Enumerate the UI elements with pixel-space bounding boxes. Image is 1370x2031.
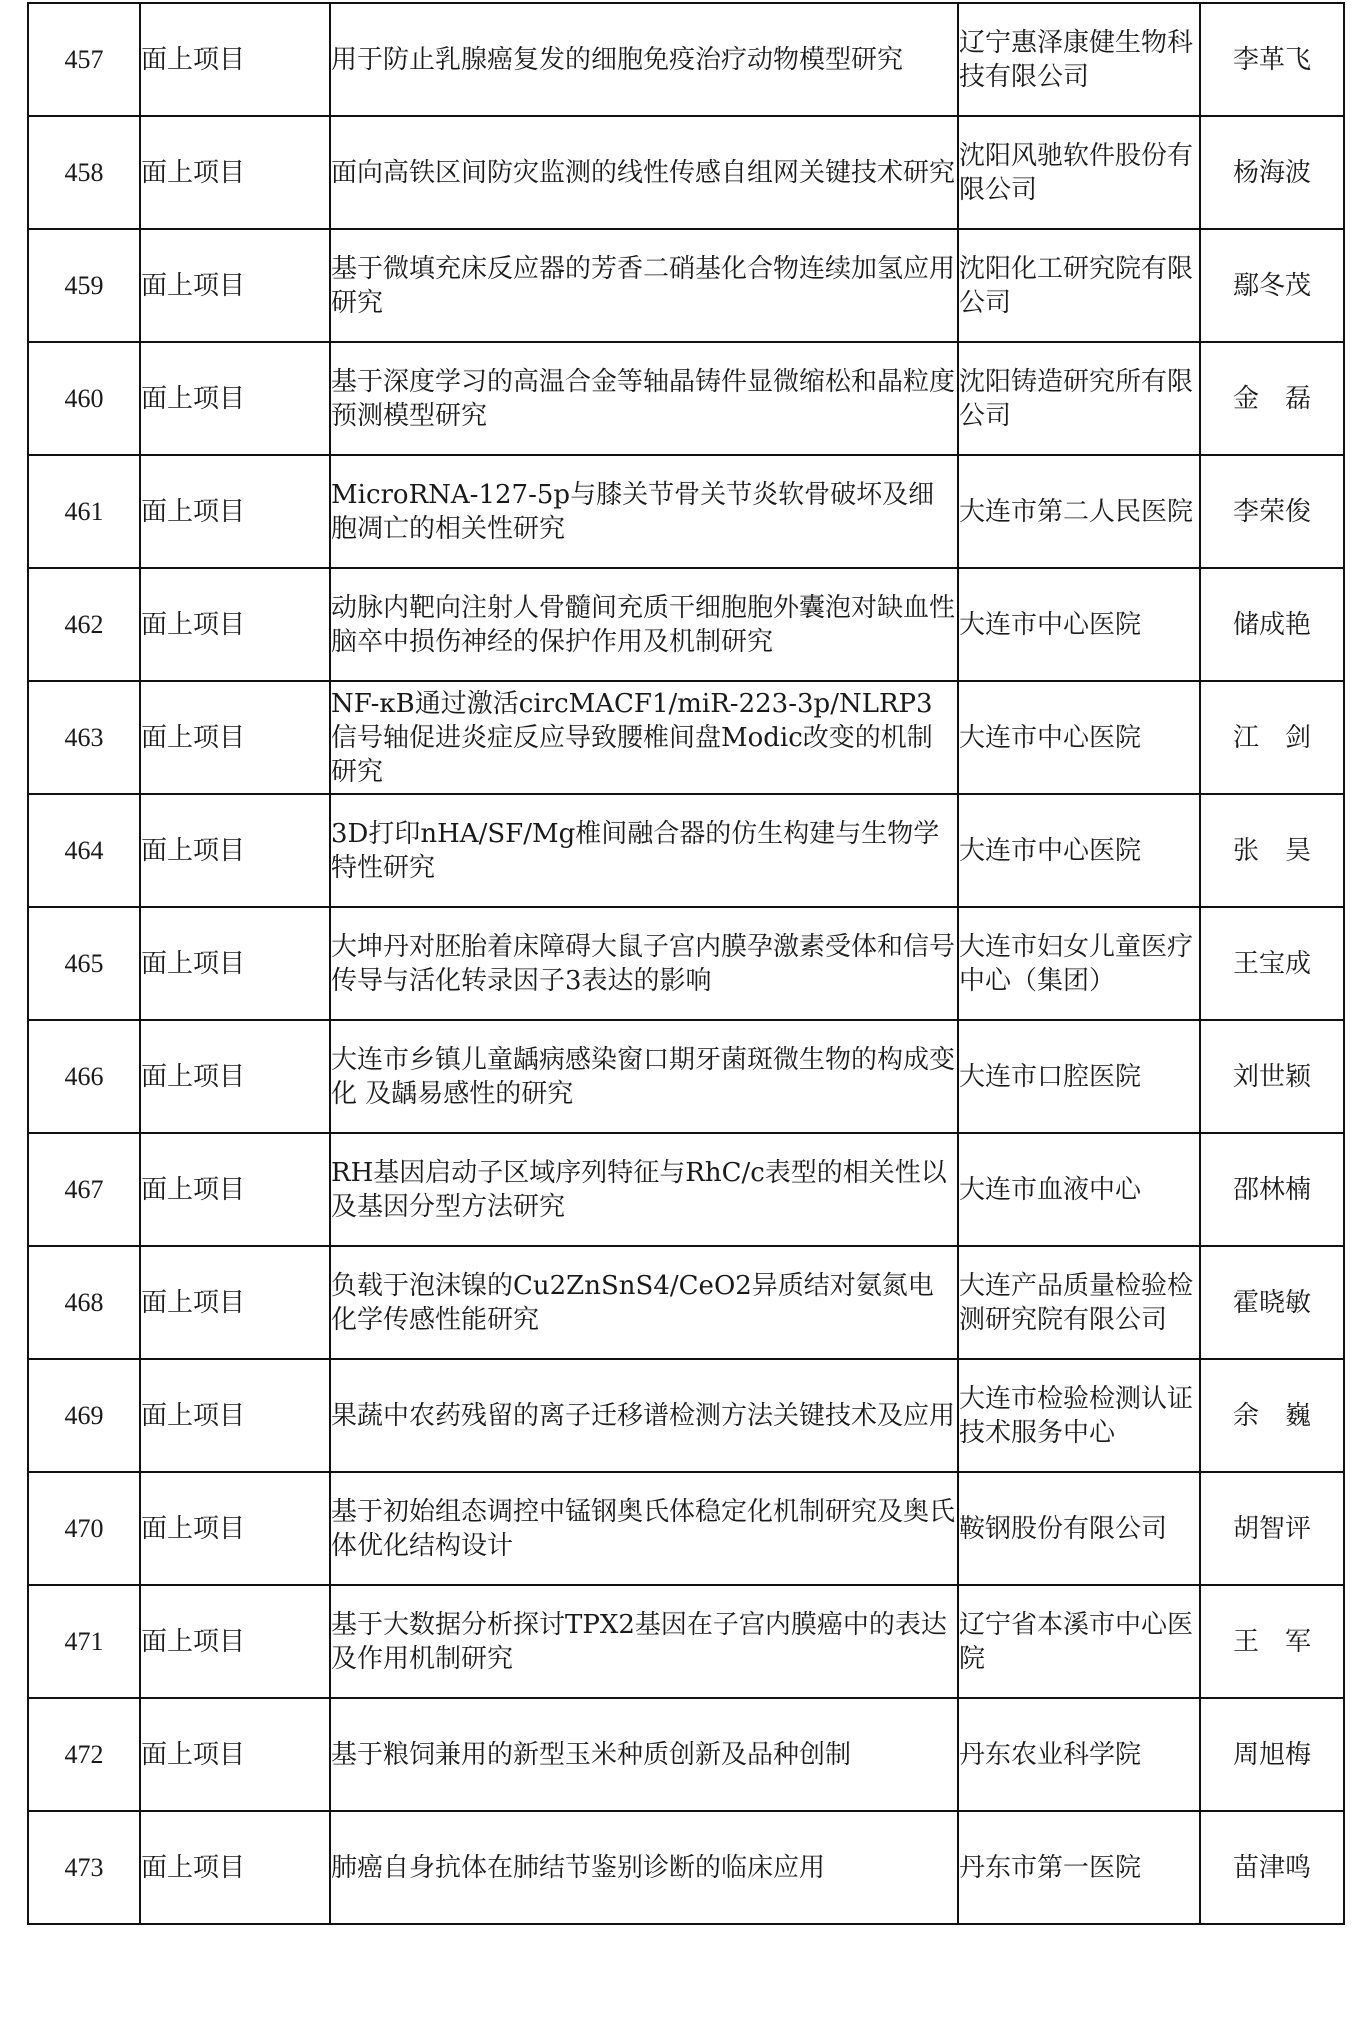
project-title-cell <box>330 342 958 455</box>
project-type: 面上项目 <box>141 496 246 527</box>
table-row <box>28 1359 1344 1472</box>
organization: 辽宁省本溪市中心医院 <box>959 1609 1194 1674</box>
principal-investigator-cell <box>1200 1585 1344 1698</box>
principal-investigator: 胡智评 <box>1232 1513 1311 1544</box>
principal-investigator: 储成艳 <box>1232 609 1311 640</box>
project-number: 468 <box>64 1287 104 1317</box>
organization: 辽宁惠泽康健生物科技有限公司 <box>959 27 1194 92</box>
project-type: 面上项目 <box>141 1061 246 1092</box>
table-row <box>28 1698 1344 1811</box>
table-row <box>28 681 1344 794</box>
project-number: 473 <box>64 1852 104 1882</box>
organization: 沈阳铸造研究所有限公司 <box>959 366 1194 431</box>
principal-investigator-cell <box>1200 342 1344 455</box>
project-type-cell <box>140 1698 330 1811</box>
table-row <box>28 568 1344 681</box>
project-title: 基于微填充床反应器的芳香二硝基化合物连续加氢应用研究 <box>331 253 956 318</box>
principal-investigator-cell <box>1200 1020 1344 1133</box>
project-type-cell <box>140 907 330 1020</box>
project-type: 面上项目 <box>141 383 246 414</box>
project-type-cell <box>140 1585 330 1698</box>
principal-investigator-cell <box>1200 455 1344 568</box>
project-number: 457 <box>64 44 104 74</box>
table-row <box>28 1811 1344 1924</box>
organization: 大连产品质量检验检测研究院有限公司 <box>959 1270 1194 1335</box>
principal-investigator-cell <box>1200 1246 1344 1359</box>
organization: 丹东市第一医院 <box>959 1852 1142 1883</box>
project-number: 459 <box>64 270 104 300</box>
project-number-cell <box>28 455 140 568</box>
project-number-cell <box>28 1246 140 1359</box>
project-number-cell <box>28 1585 140 1698</box>
principal-investigator: 霍晓敏 <box>1232 1287 1311 1318</box>
project-number-cell <box>28 342 140 455</box>
table-row <box>28 455 1344 568</box>
project-title: 基于大数据分析探讨TPX2基因在子宫内膜癌中的表达及作用机制研究 <box>331 1609 947 1674</box>
project-title: 负载于泡沫镍的Cu2ZnSnS4/CeO2异质结对氨氮电化学传感性能研究 <box>331 1270 934 1335</box>
organization-cell <box>958 794 1200 907</box>
organization: 大连市中心医院 <box>959 835 1142 866</box>
principal-investigator: 邵林楠 <box>1232 1174 1311 1205</box>
project-type-cell <box>140 568 330 681</box>
project-title-cell <box>330 455 958 568</box>
project-title: MicroRNA-127-5p与膝关节骨关节炎软骨破坏及细胞凋亡的相关性研究 <box>331 479 935 544</box>
principal-investigator: 余 巍 <box>1232 1400 1311 1431</box>
project-type-cell <box>140 116 330 229</box>
project-title-cell <box>330 1698 958 1811</box>
table-row <box>28 1585 1344 1698</box>
organization: 大连市口腔医院 <box>959 1061 1142 1092</box>
project-table-body <box>28 3 1344 1924</box>
principal-investigator-cell <box>1200 1811 1344 1924</box>
project-type: 面上项目 <box>141 1626 246 1657</box>
project-title-cell <box>330 907 958 1020</box>
project-number-cell <box>28 907 140 1020</box>
project-title: 基于粮饲兼用的新型玉米种质创新及品种创制 <box>331 1739 852 1770</box>
table-row <box>28 1133 1344 1246</box>
project-type-cell <box>140 229 330 342</box>
principal-investigator: 李革飞 <box>1232 44 1311 75</box>
organization-cell <box>958 568 1200 681</box>
project-type: 面上项目 <box>141 1174 246 1205</box>
project-type-cell <box>140 681 330 794</box>
table-row <box>28 1020 1344 1133</box>
project-title-cell <box>330 229 958 342</box>
project-type: 面上项目 <box>141 948 246 979</box>
project-number: 465 <box>64 948 104 978</box>
organization: 大连市第二人民医院 <box>959 496 1194 527</box>
project-title-cell <box>330 794 958 907</box>
project-title-cell <box>330 1133 958 1246</box>
project-type-cell <box>140 455 330 568</box>
project-number-cell <box>28 1359 140 1472</box>
principal-investigator: 江 剑 <box>1232 722 1311 753</box>
project-title: RH基因启动子区域序列特征与RhC/c表型的相关性以及基因分型方法研究 <box>331 1157 947 1222</box>
project-number: 464 <box>64 835 104 865</box>
project-title: NF-κB通过激活circMACF1/miR-223-3p/NLRP3信号轴促进炎症反应导致腰椎间盘Modic改变的机制研究 <box>331 688 933 787</box>
principal-investigator: 李荣俊 <box>1232 496 1311 527</box>
project-number: 472 <box>64 1739 104 1769</box>
project-number-cell <box>28 116 140 229</box>
table-row <box>28 116 1344 229</box>
principal-investigator: 苗津鸣 <box>1232 1852 1311 1883</box>
project-type-cell <box>140 1359 330 1472</box>
project-title: 肺癌自身抗体在肺结节鉴别诊断的临床应用 <box>331 1852 826 1883</box>
project-number-cell <box>28 794 140 907</box>
organization-cell <box>958 1585 1200 1698</box>
principal-investigator-cell <box>1200 1133 1344 1246</box>
project-type-cell <box>140 794 330 907</box>
project-title-cell <box>330 3 958 116</box>
organization: 大连市检验检测认证技术服务中心 <box>959 1383 1194 1448</box>
principal-investigator: 周旭梅 <box>1232 1739 1311 1770</box>
principal-investigator-cell <box>1200 3 1344 116</box>
organization-cell <box>958 1246 1200 1359</box>
table-row <box>28 1246 1344 1359</box>
table-row <box>28 3 1344 116</box>
organization: 大连市血液中心 <box>959 1174 1142 1205</box>
project-number: 458 <box>64 157 104 187</box>
project-type: 面上项目 <box>141 1852 246 1883</box>
principal-investigator-cell <box>1200 229 1344 342</box>
project-number: 470 <box>64 1513 104 1543</box>
project-number-cell <box>28 1133 140 1246</box>
principal-investigator: 金 磊 <box>1232 383 1311 414</box>
project-number-cell <box>28 1020 140 1133</box>
project-number: 461 <box>64 496 104 526</box>
organization: 丹东农业科学院 <box>959 1739 1142 1770</box>
organization-cell <box>958 1472 1200 1585</box>
organization-cell <box>958 455 1200 568</box>
project-number-cell <box>28 568 140 681</box>
project-title: 基于深度学习的高温合金等轴晶铸件显微缩松和晶粒度预测模型研究 <box>331 366 956 431</box>
project-type: 面上项目 <box>141 270 246 301</box>
project-title-cell <box>330 116 958 229</box>
principal-investigator-cell <box>1200 794 1344 907</box>
principal-investigator-cell <box>1200 907 1344 1020</box>
project-title-cell <box>330 568 958 681</box>
project-number: 467 <box>64 1174 104 1204</box>
principal-investigator: 鄢冬茂 <box>1232 270 1311 301</box>
organization-cell <box>958 1811 1200 1924</box>
project-number-cell <box>28 1698 140 1811</box>
project-title: 动脉内靶向注射人骨髓间充质干细胞胞外囊泡对缺血性脑卒中损伤神经的保护作用及机制研究 <box>331 592 956 657</box>
project-title: 基于初始组态调控中锰钢奥氏体稳定化机制研究及奥氏体优化结构设计 <box>331 1496 956 1561</box>
organization-cell <box>958 1020 1200 1133</box>
principal-investigator: 杨海波 <box>1232 157 1311 188</box>
project-title: 用于防止乳腺癌复发的细胞免疫治疗动物模型研究 <box>331 44 904 75</box>
project-number: 462 <box>64 609 104 639</box>
project-type: 面上项目 <box>141 1513 246 1544</box>
project-number: 460 <box>64 383 104 413</box>
principal-investigator: 张 昊 <box>1232 835 1311 866</box>
organization-cell <box>958 3 1200 116</box>
organization: 大连市中心医院 <box>959 722 1142 753</box>
project-title-cell <box>330 681 958 794</box>
organization: 大连市中心医院 <box>959 609 1142 640</box>
organization-cell <box>958 907 1200 1020</box>
project-type: 面上项目 <box>141 609 246 640</box>
table-row <box>28 342 1344 455</box>
project-title-cell <box>330 1811 958 1924</box>
project-title-cell <box>330 1472 958 1585</box>
project-title: 面向高铁区间防灾监测的线性传感自组网关键技术研究 <box>331 157 956 188</box>
principal-investigator-cell <box>1200 1359 1344 1472</box>
organization-cell <box>958 1359 1200 1472</box>
project-title: 3D打印nHA/SF/Mg椎间融合器的仿生构建与生物学特性研究 <box>331 818 940 883</box>
project-number-cell <box>28 1811 140 1924</box>
principal-investigator-cell <box>1200 116 1344 229</box>
project-title-cell <box>330 1246 958 1359</box>
project-type: 面上项目 <box>141 157 246 188</box>
table-row <box>28 794 1344 907</box>
organization-cell <box>958 681 1200 794</box>
project-title: 大连市乡镇儿童龋病感染窗口期牙菌斑微生物的构成变化 及龋易感性的研究 <box>331 1044 956 1109</box>
principal-investigator: 刘世颖 <box>1232 1061 1311 1092</box>
organization-cell <box>958 1698 1200 1811</box>
project-type-cell <box>140 1472 330 1585</box>
organization-cell <box>958 229 1200 342</box>
principal-investigator-cell <box>1200 681 1344 794</box>
project-type: 面上项目 <box>141 1400 246 1431</box>
project-number-cell <box>28 1472 140 1585</box>
project-number: 463 <box>64 722 104 752</box>
project-title: 果蔬中农药残留的离子迁移谱检测方法关键技术及应用 <box>331 1400 956 1431</box>
project-title-cell <box>330 1020 958 1133</box>
organization: 沈阳化工研究院有限公司 <box>959 253 1194 318</box>
principal-investigator-cell <box>1200 1472 1344 1585</box>
organization: 鞍钢股份有限公司 <box>959 1513 1168 1544</box>
project-number: 471 <box>64 1626 104 1656</box>
project-type: 面上项目 <box>141 722 246 753</box>
project-type: 面上项目 <box>141 835 246 866</box>
project-title: 大坤丹对胚胎着床障碍大鼠子宫内膜孕激素受体和信号传导与活化转录因子3表达的影响 <box>331 931 956 996</box>
project-type: 面上项目 <box>141 1739 246 1770</box>
organization-cell <box>958 1133 1200 1246</box>
organization: 沈阳风驰软件股份有限公司 <box>959 140 1194 205</box>
organization-cell <box>958 116 1200 229</box>
project-number: 469 <box>64 1400 104 1430</box>
project-number-cell <box>28 3 140 116</box>
project-type-cell <box>140 1811 330 1924</box>
organization-cell <box>958 342 1200 455</box>
table-row <box>28 229 1344 342</box>
project-type-cell <box>140 1020 330 1133</box>
table-row <box>28 1472 1344 1585</box>
project-type-cell <box>140 3 330 116</box>
project-type-cell <box>140 342 330 455</box>
principal-investigator: 王宝成 <box>1232 948 1311 979</box>
project-number: 466 <box>64 1061 104 1091</box>
project-title-cell <box>330 1585 958 1698</box>
project-number-cell <box>28 229 140 342</box>
project-number-cell <box>28 681 140 794</box>
principal-investigator-cell <box>1200 1698 1344 1811</box>
principal-investigator: 王 军 <box>1232 1626 1311 1657</box>
project-table <box>27 2 1345 1925</box>
organization: 大连市妇女儿童医疗中心（集团） <box>959 931 1194 996</box>
project-type: 面上项目 <box>141 44 246 75</box>
project-type: 面上项目 <box>141 1287 246 1318</box>
project-type-cell <box>140 1246 330 1359</box>
table-row <box>28 907 1344 1020</box>
project-type-cell <box>140 1133 330 1246</box>
project-title-cell <box>330 1359 958 1472</box>
principal-investigator-cell <box>1200 568 1344 681</box>
